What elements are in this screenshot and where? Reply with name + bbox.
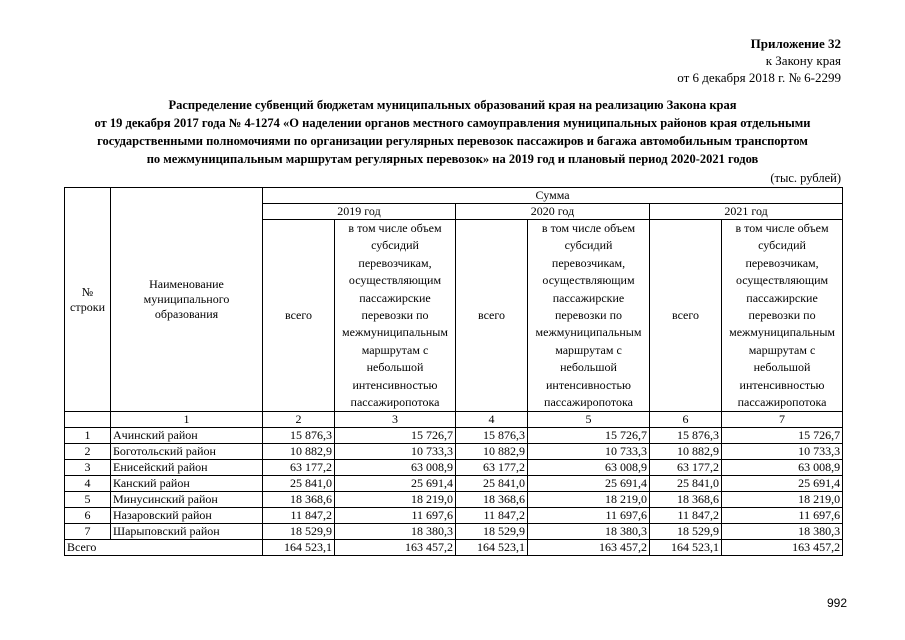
total-cell: 164 523,1 bbox=[456, 540, 528, 556]
amount-cell: 10 882,9 bbox=[650, 444, 722, 460]
amount-cell: 25 691,4 bbox=[335, 476, 456, 492]
amount-cell: 63 177,2 bbox=[263, 460, 335, 476]
header-name: Наименование муниципального образования bbox=[111, 188, 263, 412]
row-number: 2 bbox=[65, 444, 111, 460]
col-number: 5 bbox=[528, 412, 650, 428]
amount-cell: 11 697,6 bbox=[528, 508, 650, 524]
col-number: 2 bbox=[263, 412, 335, 428]
table-row bbox=[65, 524, 843, 540]
amount-cell: 63 008,9 bbox=[722, 460, 843, 476]
header-year-2020: 2020 год bbox=[456, 204, 650, 220]
col-number-spacer bbox=[65, 412, 111, 428]
header-subsidy-2019: в том числе объем субсидий перевозчикам, осуществляющим пассажирские перевозки по межмуниципальным маршрутам с небольшой интенсивностью пассажиропотока bbox=[335, 220, 456, 412]
district-name: Ачинский район bbox=[111, 428, 263, 444]
header-total-2020: всего bbox=[456, 220, 528, 412]
amount-cell: 15 876,3 bbox=[456, 428, 528, 444]
amount-cell: 15 726,7 bbox=[335, 428, 456, 444]
row-number: 5 bbox=[65, 492, 111, 508]
amount-cell: 11 847,2 bbox=[650, 508, 722, 524]
appendix-title: Приложение 32 bbox=[750, 36, 841, 51]
amount-cell: 10 733,3 bbox=[722, 444, 843, 460]
appendix-line-3: от 6 декабря 2018 г. № 6-2299 bbox=[677, 70, 841, 85]
header-total-2021: всего bbox=[650, 220, 722, 412]
page-number: 992 bbox=[826, 596, 847, 610]
total-cell: 164 523,1 bbox=[650, 540, 722, 556]
units-label: (тыс. рублей) bbox=[770, 171, 841, 185]
amount-cell: 18 380,3 bbox=[722, 524, 843, 540]
header-row-number: № строки bbox=[65, 188, 111, 412]
amount-cell: 18 368,6 bbox=[456, 492, 528, 508]
total-cell: 163 457,2 bbox=[528, 540, 650, 556]
row-number: 3 bbox=[65, 460, 111, 476]
appendix-header bbox=[677, 35, 841, 86]
district-name: Боготольский район bbox=[111, 444, 263, 460]
amount-cell: 18 529,9 bbox=[650, 524, 722, 540]
title-line-2: от 19 декабря 2017 года № 4-1274 «О наделении органов местного самоуправления муниципальных районов края отдельными bbox=[94, 116, 811, 130]
subvention-table bbox=[64, 187, 843, 556]
amount-cell: 63 177,2 bbox=[456, 460, 528, 476]
amount-cell: 11 697,6 bbox=[722, 508, 843, 524]
amount-cell: 18 529,9 bbox=[263, 524, 335, 540]
amount-cell: 18 219,0 bbox=[335, 492, 456, 508]
row-number: 6 bbox=[65, 508, 111, 524]
header-subsidy-2021: в том числе объем субсидий перевозчикам, осуществляющим пассажирские перевозки по межмуниципальным маршрутам с небольшой интенсивностью пассажиропотока bbox=[722, 220, 843, 412]
amount-cell: 11 697,6 bbox=[335, 508, 456, 524]
row-number: 4 bbox=[65, 476, 111, 492]
amount-cell: 25 691,4 bbox=[528, 476, 650, 492]
table-row bbox=[65, 508, 843, 524]
row-number: 7 bbox=[65, 524, 111, 540]
amount-cell: 15 726,7 bbox=[528, 428, 650, 444]
district-name: Енисейский район bbox=[111, 460, 263, 476]
column-number-row bbox=[65, 412, 843, 428]
header-year-2019: 2019 год bbox=[263, 204, 456, 220]
title-line-1: Распределение субвенций бюджетам муниципальных образований края на реализацию Закона края bbox=[168, 98, 737, 112]
header-sum: Сумма bbox=[263, 188, 843, 204]
appendix-line-2: к Закону края bbox=[765, 53, 841, 68]
col-number: 7 bbox=[722, 412, 843, 428]
amount-cell: 11 847,2 bbox=[263, 508, 335, 524]
amount-cell: 25 691,4 bbox=[722, 476, 843, 492]
table-row bbox=[65, 428, 843, 444]
header-subsidy-2020: в том числе объем субсидий перевозчикам, осуществляющим пассажирские перевозки по межмуниципальным маршрутам с небольшой интенсивностью пассажиропотока bbox=[528, 220, 650, 412]
col-number: 1 bbox=[111, 412, 263, 428]
amount-cell: 18 219,0 bbox=[528, 492, 650, 508]
table-row bbox=[65, 460, 843, 476]
header-total-2019: всего bbox=[263, 220, 335, 412]
table-row bbox=[65, 492, 843, 508]
document-title bbox=[40, 96, 865, 168]
total-cell: 164 523,1 bbox=[263, 540, 335, 556]
table-row bbox=[65, 476, 843, 492]
district-name: Минусинский район bbox=[111, 492, 263, 508]
amount-cell: 25 841,0 bbox=[456, 476, 528, 492]
col-number: 4 bbox=[456, 412, 528, 428]
amount-cell: 18 219,0 bbox=[722, 492, 843, 508]
total-cell: 163 457,2 bbox=[335, 540, 456, 556]
total-cell: 163 457,2 bbox=[722, 540, 843, 556]
amount-cell: 11 847,2 bbox=[456, 508, 528, 524]
amount-cell: 18 368,6 bbox=[263, 492, 335, 508]
amount-cell: 63 177,2 bbox=[650, 460, 722, 476]
amount-cell: 10 733,3 bbox=[528, 444, 650, 460]
row-number: 1 bbox=[65, 428, 111, 444]
amount-cell: 15 876,3 bbox=[650, 428, 722, 444]
col-number: 6 bbox=[650, 412, 722, 428]
amount-cell: 25 841,0 bbox=[650, 476, 722, 492]
col-number: 3 bbox=[335, 412, 456, 428]
amount-cell: 18 380,3 bbox=[335, 524, 456, 540]
total-row bbox=[65, 540, 843, 556]
amount-cell: 25 841,0 bbox=[263, 476, 335, 492]
district-name: Назаровский район bbox=[111, 508, 263, 524]
amount-cell: 18 529,9 bbox=[456, 524, 528, 540]
amount-cell: 63 008,9 bbox=[528, 460, 650, 476]
total-label: Всего bbox=[65, 540, 263, 556]
amount-cell: 10 882,9 bbox=[456, 444, 528, 460]
district-name: Шарыповский район bbox=[111, 524, 263, 540]
title-line-3: государственными полномочиями по организации регулярных перевозок пассажиров и багажа автомобильным транспортом bbox=[97, 134, 808, 148]
amount-cell: 10 733,3 bbox=[335, 444, 456, 460]
amount-cell: 15 726,7 bbox=[722, 428, 843, 444]
amount-cell: 10 882,9 bbox=[263, 444, 335, 460]
amount-cell: 18 380,3 bbox=[528, 524, 650, 540]
title-line-4: по межмуниципальным маршрутам регулярных перевозок» на 2019 год и плановый период 2020-2021 годов bbox=[146, 152, 759, 166]
district-name: Канский район bbox=[111, 476, 263, 492]
header-year-2021: 2021 год bbox=[650, 204, 843, 220]
amount-cell: 18 368,6 bbox=[650, 492, 722, 508]
amount-cell: 63 008,9 bbox=[335, 460, 456, 476]
table-row bbox=[65, 444, 843, 460]
amount-cell: 15 876,3 bbox=[263, 428, 335, 444]
